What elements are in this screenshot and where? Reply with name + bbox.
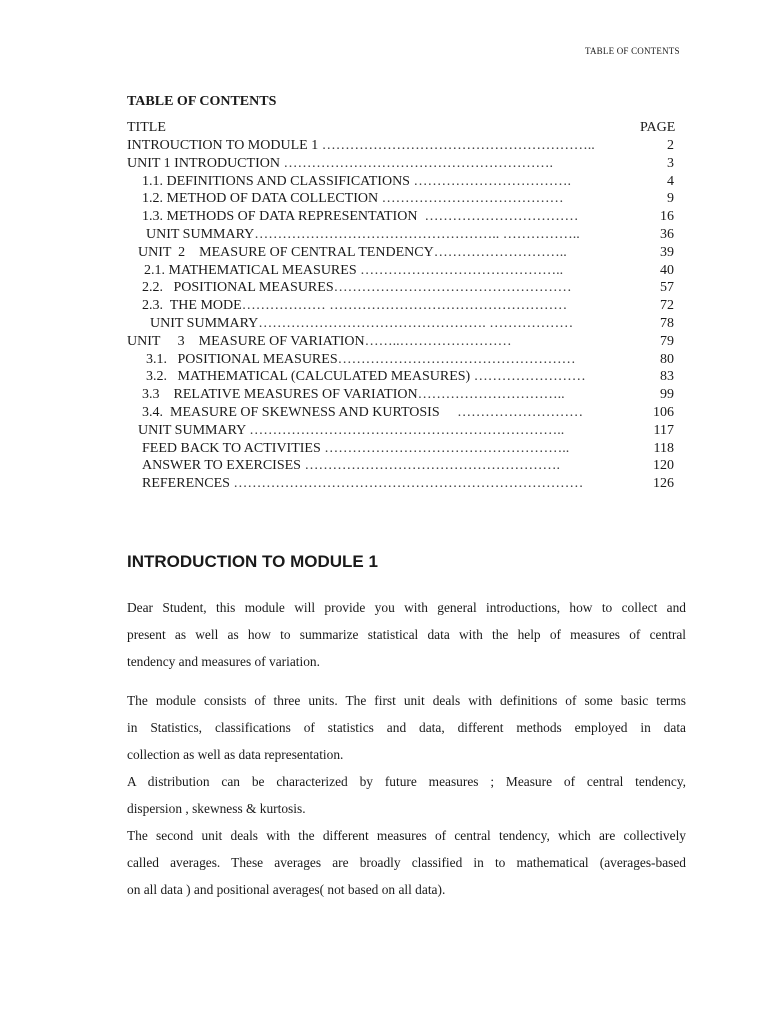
- toc-entry: [0, 244, 768, 262]
- toc-entry-label: 3.2. MATHEMATICAL (CALCULATED MEASURES): [146, 369, 471, 385]
- module-heading: INTRODUCTION TO MODULE 1: [127, 552, 378, 571]
- toc-entry: [0, 386, 768, 404]
- toc-entry-label: UNIT SUMMARY: [138, 422, 246, 438]
- toc-entry: [0, 190, 768, 208]
- toc-entry-leader: ……………………………………………..: [320, 440, 570, 456]
- toc-entry-text: [142, 386, 565, 404]
- toc-entry-page: 126: [653, 476, 674, 492]
- toc-entry-page: 9: [667, 191, 674, 207]
- paragraph-line: on all data ) and positional averages( not based on all data).: [127, 882, 446, 897]
- toc-entry-label: FEED BACK TO ACTIVITIES: [142, 440, 321, 456]
- toc-entry: [0, 173, 768, 191]
- toc-entry-leader: ……………… ……………………………………………: [241, 298, 568, 314]
- toc-entry-label: 3.4. MEASURE OF SKEWNESS AND KURTOSIS: [142, 405, 440, 420]
- toc-entry-leader: ……………………………………..: [356, 262, 564, 278]
- toc-entry-leader: …………………………………: [378, 191, 564, 207]
- toc-entry-page: 16: [660, 209, 674, 225]
- toc-entry: [0, 475, 768, 493]
- toc-entry-label: REFERENCES: [142, 476, 230, 492]
- toc-entry-page: 118: [653, 440, 674, 456]
- toc-entry-label: 1.1. DEFINITIONS AND CLASSIFICATIONS: [142, 173, 410, 189]
- toc-entry-label: UNIT 1 INTRODUCTION: [127, 155, 280, 171]
- toc-entry-text: [142, 279, 572, 297]
- toc-entry-leader: ……………………………: [417, 209, 579, 225]
- toc-entry: [0, 262, 768, 280]
- toc-entry-text: [150, 315, 573, 333]
- toc-entry-text: [146, 226, 580, 244]
- toc-entry-text: [142, 190, 564, 208]
- toc-entry-label: 3.1. POSITIONAL MEASURES: [146, 351, 338, 367]
- toc-entry-text: [142, 475, 583, 493]
- toc-entry-text: [138, 422, 564, 440]
- toc-entry-label: 2.3. THE MODE: [142, 298, 242, 314]
- toc-entry: [0, 208, 768, 226]
- toc-entry-text: [142, 404, 583, 422]
- toc-entry-page: 3: [667, 155, 674, 171]
- toc-entry-label: UNIT SUMMARY: [150, 316, 259, 331]
- toc-entry-label: 1.2. METHOD OF DATA COLLECTION: [142, 191, 379, 207]
- toc-entry-page: 72: [660, 298, 674, 314]
- toc-entry-page: 120: [653, 458, 674, 474]
- toc-entry: [0, 333, 768, 351]
- toc-entry-page: 106: [653, 405, 674, 420]
- toc-column-page: PAGE: [640, 120, 676, 135]
- toc-entry-page: 78: [660, 316, 674, 331]
- toc-entry-page: 2: [667, 138, 674, 153]
- toc-entry: [0, 351, 768, 369]
- toc-entry-label: INTROUCTION TO MODULE 1: [127, 138, 319, 153]
- toc-entry: [0, 137, 768, 155]
- toc-entry-label: 3.3 RELATIVE MEASURES OF VARIATION: [142, 387, 418, 403]
- toc-entry-text: [144, 262, 563, 280]
- toc-entry-text: [146, 368, 586, 386]
- toc-entry-leader: …………………………………………………..: [318, 138, 595, 153]
- toc-entry: [0, 422, 768, 440]
- toc-entry-page: 79: [660, 333, 674, 349]
- toc-entry-text: [142, 297, 567, 315]
- paragraph-line: called averages. These averages are broadly classified in to mathematical (averages-based: [127, 855, 686, 870]
- toc-entry: [0, 226, 768, 244]
- toc-entry-leader: …………………………………………………………..: [245, 422, 565, 438]
- toc-entry-page: 39: [660, 244, 674, 260]
- toc-entry-leader: ………………………..: [433, 244, 567, 260]
- toc-entry-leader: ……………………………………………: [337, 351, 576, 367]
- toc-entry-text: [142, 440, 569, 458]
- running-header: TABLE OF CONTENTS: [585, 46, 680, 56]
- toc-entry: [0, 404, 768, 422]
- toc-heading: TABLE OF CONTENTS: [127, 94, 277, 109]
- toc-entry-label: UNIT SUMMARY: [146, 227, 255, 242]
- intro-paragraph-1: [127, 594, 686, 675]
- toc-entry-page: 57: [660, 280, 674, 296]
- toc-entry-page: 83: [660, 369, 674, 385]
- toc-entry: [0, 279, 768, 297]
- toc-entry-label: UNIT 3 MEASURE OF VARIATION: [127, 333, 365, 349]
- toc-entry-page: 36: [660, 227, 674, 242]
- toc-entry-page: 4: [667, 173, 674, 189]
- paragraph-line: present as well as how to summarize statistical data with the help of measures of central: [127, 627, 686, 642]
- toc-entry-page: 117: [653, 422, 674, 438]
- toc-entry-leader: ……..……………………: [364, 333, 512, 349]
- toc-entry: [0, 440, 768, 458]
- toc-entry: [0, 155, 768, 173]
- paragraph-line: A distribution can be characterized by future measures ; Measure of central tendency,: [127, 774, 686, 789]
- toc-column-title: TITLE: [127, 120, 166, 135]
- toc-entry-leader: ………………………………………………….: [279, 155, 553, 171]
- paragraph-line: in Statistics, classifications of statistics and data, different methods employed in data: [127, 720, 686, 735]
- paragraph-line: Dear Student, this module will provide you with general introductions, how to collect and: [127, 600, 686, 615]
- toc-entry-label: 2.1. MATHEMATICAL MEASURES: [144, 262, 357, 278]
- toc-entry-leader: …………………………………………. ………………: [258, 316, 574, 331]
- toc-entry-leader: ……………………………………………….: [300, 458, 560, 474]
- paragraph-line: tendency and measures of variation.: [127, 654, 320, 669]
- toc-entry-leader: ………………………: [439, 405, 584, 420]
- toc-entry: [0, 297, 768, 315]
- toc-entry-leader: …………………………………………………………………: [229, 476, 584, 492]
- toc-entry-text: [138, 244, 567, 262]
- toc-entry-leader: ……………………………………………: [333, 280, 572, 296]
- toc-entry-label: 1.3. METHODS OF DATA REPRESENTATION: [142, 209, 418, 225]
- toc-entry-label: ANSWER TO EXERCISES: [142, 458, 301, 474]
- toc-entry-text: [142, 457, 560, 475]
- toc-entry-page: 99: [660, 387, 674, 403]
- toc-entry-text: [127, 137, 595, 155]
- toc-entry: [0, 457, 768, 475]
- toc-entry-leader: …………………………….: [409, 173, 571, 189]
- intro-paragraph-2: [127, 687, 686, 903]
- paragraph-line: The second unit deals with the different measures of central tendency, which are collectively: [127, 828, 686, 843]
- toc-entry: [0, 315, 768, 333]
- toc-entry-leader: …………………………………………….. ……………..: [254, 227, 580, 242]
- toc-entry-label: UNIT 2 MEASURE OF CENTRAL TENDENCY: [138, 244, 434, 260]
- paragraph-line: collection as well as data representation.: [127, 747, 344, 762]
- paragraph-line: The module consists of three units. The first unit deals with definitions of some basic terms: [127, 693, 686, 708]
- toc-entry-leader: ……………………: [470, 369, 586, 385]
- toc-entry-leader: …………………………..: [417, 387, 565, 403]
- toc-entry-page: 40: [660, 262, 674, 278]
- toc-entry: [0, 368, 768, 386]
- toc-entry-text: [127, 155, 553, 173]
- toc-entry-label: 2.2. POSITIONAL MEASURES: [142, 280, 334, 296]
- toc-entry-text: [127, 333, 512, 351]
- toc-entry-text: [142, 173, 571, 191]
- toc-entry-text: [146, 351, 576, 369]
- paragraph-line: dispersion , skewness & kurtosis.: [127, 801, 306, 816]
- toc-entry-text: [142, 208, 578, 226]
- toc-entry-page: 80: [660, 351, 674, 367]
